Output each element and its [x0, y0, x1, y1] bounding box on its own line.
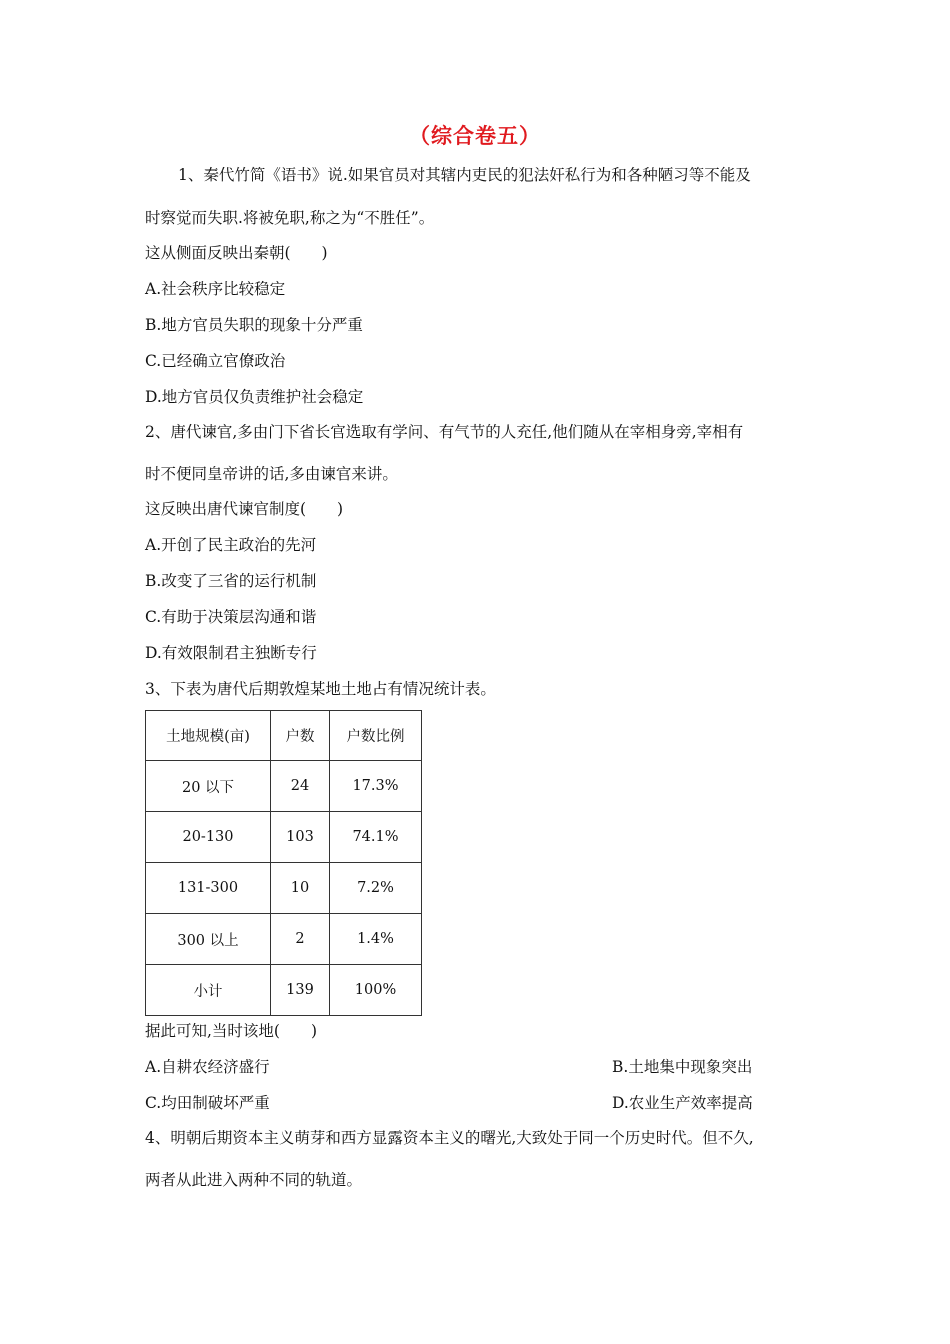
q2-option-b: B.改变了三省的运行机制	[145, 572, 317, 590]
table-row	[146, 812, 422, 863]
q3-option-c: C.均田制破坏严重	[145, 1094, 270, 1112]
table-header-cell: 户数	[271, 711, 330, 761]
table-header-cell: 户数比例	[330, 711, 422, 761]
table-cell: 24	[271, 761, 330, 812]
table-cell: 20-130	[146, 812, 271, 863]
table-cell: 20 以下	[146, 761, 271, 812]
table-cell: 100%	[330, 965, 422, 1016]
table-row	[146, 761, 422, 812]
q2-text-line2: 时不便同皇帝讲的话,多由谏官来讲。	[145, 465, 398, 483]
q2-option-a: A.开创了民主政治的先河	[145, 536, 317, 554]
q1-option-b: B.地方官员失职的现象十分严重	[145, 316, 363, 334]
table-cell: 2	[271, 914, 330, 965]
table-row	[146, 965, 422, 1016]
q1-option-c: C.已经确立官僚政治	[145, 352, 286, 370]
q1-option-d: D.地方官员仅负责维护社会稳定	[145, 388, 364, 406]
q3-option-a: A.自耕农经济盛行	[145, 1058, 270, 1076]
table-cell: 17.3%	[330, 761, 422, 812]
land-statistics-table	[145, 710, 422, 1016]
table-header-row	[146, 711, 422, 761]
table-cell: 103	[271, 812, 330, 863]
q3-stem: 据此可知,当时该地( )	[145, 1022, 318, 1040]
table-header-cell: 土地规模(亩)	[146, 711, 271, 761]
q3-option-b: B.土地集中现象突出	[612, 1058, 753, 1076]
table-cell: 300 以上	[146, 914, 271, 965]
q1-stem: 这从侧面反映出秦朝( )	[145, 244, 328, 262]
table-cell: 7.2%	[330, 863, 422, 914]
q1-text-line2: 时察觉而失职.将被免职,称之为“不胜任”。	[145, 209, 435, 227]
paper-title: （综合卷五）	[409, 123, 541, 148]
q4-text-line2: 两者从此进入两种不同的轨道。	[145, 1171, 363, 1189]
q1-text-line1: 1、秦代竹简《语书》说.如果官员对其辖内吏民的犯法奸私行为和各种陋习等不能及	[178, 166, 751, 184]
table-cell: 10	[271, 863, 330, 914]
table-cell: 139	[271, 965, 330, 1016]
q2-option-d: D.有效限制君主独断专行	[145, 644, 317, 662]
table-cell: 1.4%	[330, 914, 422, 965]
q3-option-d: D.农业生产效率提高	[612, 1094, 753, 1112]
q3-text-line1: 3、下表为唐代后期敦煌某地土地占有情况统计表。	[145, 680, 496, 698]
q4-text-line1: 4、明朝后期资本主义萌芽和西方显露资本主义的曙光,大致处于同一个历史时代。但不久,	[145, 1129, 754, 1147]
q2-text-line1: 2、唐代谏官,多由门下省长官选取有学问、有气节的人充任,他们随从在宰相身旁,宰相有	[145, 423, 744, 441]
table-cell: 131-300	[146, 863, 271, 914]
q2-stem: 这反映出唐代谏官制度( )	[145, 500, 344, 518]
table-row	[146, 863, 422, 914]
q2-option-c: C.有助于决策层沟通和谐	[145, 608, 317, 626]
table-row	[146, 914, 422, 965]
q1-option-a: A.社会秩序比较稳定	[145, 280, 286, 298]
table-cell: 74.1%	[330, 812, 422, 863]
table-cell: 小计	[146, 965, 271, 1016]
